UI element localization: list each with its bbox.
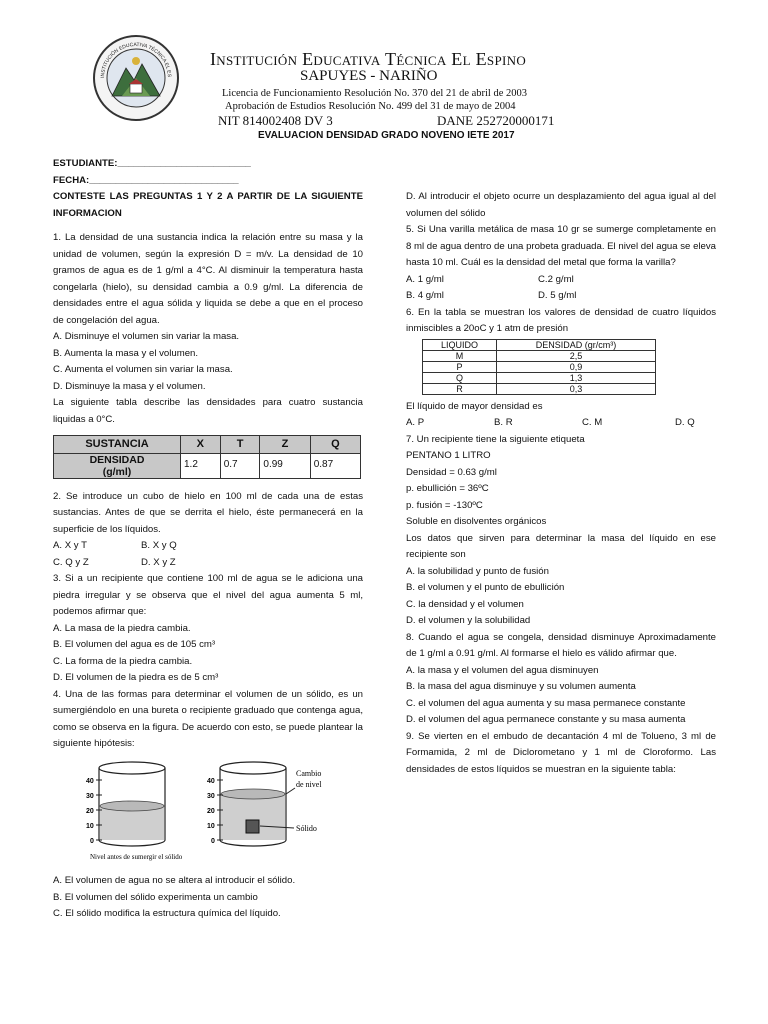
liquid-density: 2,5 — [497, 350, 656, 361]
q2-option-b: B. X y Q — [141, 540, 177, 551]
tick-label: 10 — [86, 823, 94, 830]
q1-option-b: B. Aumenta la masa y el volumen. — [53, 347, 199, 359]
liquid-name: R — [423, 383, 497, 394]
figure-label-solid: Sólido — [296, 824, 317, 833]
q6-question: El líquido de mayor densidad es — [406, 400, 543, 412]
liquid-table — [422, 339, 656, 395]
beaker-figure — [80, 758, 345, 870]
nit-line: NIT 814002408 DV 3 — [218, 113, 333, 128]
q3-option-b: B. El volumen del agua es de 105 cm³ — [53, 639, 216, 650]
density-table-header: SUSTANCIA — [54, 436, 181, 454]
q4-text: 4. Una de las formas para determinar el volumen de un sólido, es un sumergiéndolo en una bureta o recipiente graduado que contenga agua, como se observa en la figura. De acuerdo con esto, se puede plantear la siguiente hipótesis: — [53, 688, 363, 749]
q7-label-line: Soluble en disolventes orgánicos — [406, 516, 547, 527]
figure-label-before: Nivel antes de sumergir el sólido — [90, 853, 183, 861]
date-field[interactable]: FECHA:____________________________ — [53, 174, 239, 186]
liquid-table-header: LIQUIDO — [423, 339, 497, 350]
right-column — [406, 189, 716, 778]
density-table-header: X — [181, 436, 221, 454]
q5-option-a: A. 1 g/ml — [406, 273, 444, 285]
beaker-before — [96, 762, 165, 846]
liquid-density: 1,3 — [497, 372, 656, 383]
q4-option-c: C. El sólido modifica la estructura química del líquido. — [53, 908, 281, 919]
exam-title: EVALUACION DENSIDAD GRADO NOVENO IETE 2017 — [258, 130, 515, 141]
figure-label-change: de nivel — [296, 780, 322, 789]
q7-label-line: p. ebullición = 36ºC — [406, 483, 489, 494]
q8-text: 8. Cuando el agua se congela, densidad disminuye Aproximadamente de 1 g/ml a 0.91 g/ml. Al formarse el hielo es válido afirmar que. — [406, 631, 716, 659]
q1-option-d: D. Disminuye la masa y el volumen. — [53, 380, 206, 392]
q6-text: 6. En la tabla se muestran los valores de densidad de cuatro líquidos inmiscibles a 20oC y 1 atm de presión — [406, 306, 716, 334]
tick-label: 0 — [211, 838, 215, 845]
density-value: 0.99 — [260, 453, 310, 478]
figure-label-change: Cambio — [296, 769, 322, 778]
tick-label: 20 — [86, 808, 94, 815]
tick-label: 0 — [90, 838, 94, 845]
density-table-header: Z — [260, 436, 310, 454]
q6-option-b: B. R — [494, 417, 513, 428]
institution-name: Institución Educativa Técnica El Espino — [210, 49, 527, 69]
q7-option-c: C. la densidad y el volumen — [406, 598, 524, 610]
q9-text: 9. Se vierten en el embudo de decantación 4 ml de Tolueno, 3 ml de Formamida, 2 ml de Diclorometano y 1 ml de Cloroformo. Las densidades de estos líquidos se muestran en la siguiente tabla: — [406, 730, 716, 775]
q7-option-b: B. el volumen y el punto de ebullición — [406, 582, 565, 593]
q6-option-c: C. M — [582, 417, 603, 428]
q6-option-a: A. P — [406, 417, 425, 428]
instructions: CONTESTE LAS PREGUNTAS 1 Y 2 A PARTIR DE LA SIGUIENTE INFORMACION — [53, 191, 363, 219]
liquid-table-header: DENSIDAD (gr/cm³) — [497, 339, 656, 350]
q2-option-c: C. Q y Z — [53, 556, 89, 568]
institution-location: SAPUYES - NARIÑO — [300, 68, 438, 84]
liquid-name: Q — [423, 372, 497, 383]
tick-label: 30 — [86, 793, 94, 800]
q1-option-a: A. Disminuye el volumen sin variar la masa. — [53, 331, 240, 342]
q6-option-d: D. Q — [675, 417, 695, 428]
q8-option-d: D. el volumen del agua permanece constante y su masa aumenta — [406, 714, 686, 725]
tick-label: 40 — [207, 778, 215, 785]
q5-option-d: D. 5 g/ml — [538, 290, 577, 301]
density-table — [53, 435, 361, 479]
q7-text: 7. Un recipiente tiene la siguiente etiqueta — [406, 433, 585, 445]
liquid-density: 0,3 — [497, 383, 656, 394]
q8-option-a: A. la masa y el volumen del agua disminuyen — [406, 664, 599, 676]
q4-option-a: A. El volumen de agua no se altera al introducir el sólido. — [53, 875, 296, 886]
dane-line: DANE 252720000171 — [437, 113, 555, 128]
svg-text:INSTITUCIÓN EDUCATIVA TÉCNICA: INSTITUCIÓN EDUCATIVA TÉCNICA EL ES — [99, 41, 173, 79]
q3-option-c: C. La forma de la piedra cambia. — [53, 655, 193, 667]
school-logo — [92, 34, 180, 122]
tick-label: 20 — [207, 808, 215, 815]
q3-option-a: A. La masa de la piedra cambia. — [53, 622, 191, 634]
q1-option-c: C. Aumenta el volumen sin variar la masa. — [53, 364, 233, 375]
liquid-density: 0,9 — [497, 361, 656, 372]
q4-option-b: B. El volumen del sólido experimenta un cambio — [53, 891, 258, 903]
liquid-name: P — [423, 361, 497, 372]
tick-label: 30 — [207, 793, 215, 800]
q3-option-d: D. El volumen de la piedra es de 5 cm³ — [53, 672, 219, 683]
q7-label-line: PENTANO 1 LITRO — [406, 450, 491, 461]
q7-question: Los datos que sirven para determinar la masa del líquido en ese recipiente son — [406, 532, 716, 560]
q5-option-b: B. 4 g/ml — [406, 290, 444, 301]
beaker-after — [217, 762, 295, 846]
density-table-header: T — [220, 436, 260, 454]
q2-text: 2. Se introduce un cubo de hielo en 100 ml de cada una de estas sustancias. Antes de que se derrita el hielo, éste permanecerá en la superficie de los líquidos. — [53, 490, 363, 535]
left-column — [53, 156, 363, 753]
density-value: 0.87 — [310, 453, 360, 478]
q7-label-line: p. fusión = -130ºC — [406, 499, 483, 511]
table-intro: La siguiente tabla describe las densidades para cuatro sustancia liquidas a 0°C. — [53, 397, 363, 425]
q4-options — [53, 873, 363, 923]
density-value: 1.2 — [181, 453, 221, 478]
license-line: Licencia de Funcionamiento Resolución No. 370 del 21 de abril de 2003 — [222, 88, 528, 99]
q8-option-b: B. la masa del agua disminuye y su volumen aumenta — [406, 681, 636, 692]
q5-option-c: C.2 g/ml — [538, 273, 574, 285]
q2-option-d: D. X y Z — [141, 556, 176, 568]
student-name-field[interactable]: ESTUDIANTE:_________________________ — [53, 158, 251, 169]
q2-option-a: A. X y T — [53, 540, 87, 551]
q7-label-line: Densidad = 0.63 g/ml — [406, 466, 497, 478]
tick-label: 40 — [86, 778, 94, 785]
q7-option-a: A. la solubilidad y punto de fusión — [406, 565, 549, 577]
q4-option-d: D. Al introducir el objeto ocurre un desplazamiento del agua igual al del volumen del sólido — [406, 191, 716, 219]
q5-text: 5. Si Una varilla metálica de masa 10 gr se sumerge completamente en 8 ml de agua dentro de una probeta graduada. El nivel del agua se eleva hasta 10 ml. Cuál es la densidad del metal que forma la varilla? — [406, 224, 716, 268]
density-row-label: DENSIDAD (g/ml) — [54, 453, 181, 478]
q7-option-d: D. el volumen y la solubilidad — [406, 615, 531, 626]
q1-text: 1. La densidad de una sustancia indica la relación entre su masa y la unidad de volumen, según la expresión D = m/v. La densidad de 10 gramos de agua es de 1 g/ml a 4°C. Al disminuir la temperatura hasta congelarla (hielo), su densidad cambia a 0.9 g/ml. La diferencia de densidades entre el agua sólida y liquida se debe a que en el proceso de congelación del agua. — [53, 232, 363, 326]
q3-text: 3. Si a un recipiente que contiene 100 ml de agua se le adiciona una piedra irregular y se observa que el nivel del agua aumenta 5 ml, podemos afirmar que: — [53, 573, 363, 617]
density-value: 0.7 — [220, 453, 260, 478]
density-table-header: Q — [310, 436, 360, 454]
q8-option-c: C. el volumen del agua aumenta y su masa permanece constante — [406, 697, 686, 709]
approval-line: Aprobación de Estudios Resolución No. 499 del 31 de mayo de 2004 — [225, 101, 516, 112]
liquid-name: M — [423, 350, 497, 361]
tick-label: 10 — [207, 823, 215, 830]
